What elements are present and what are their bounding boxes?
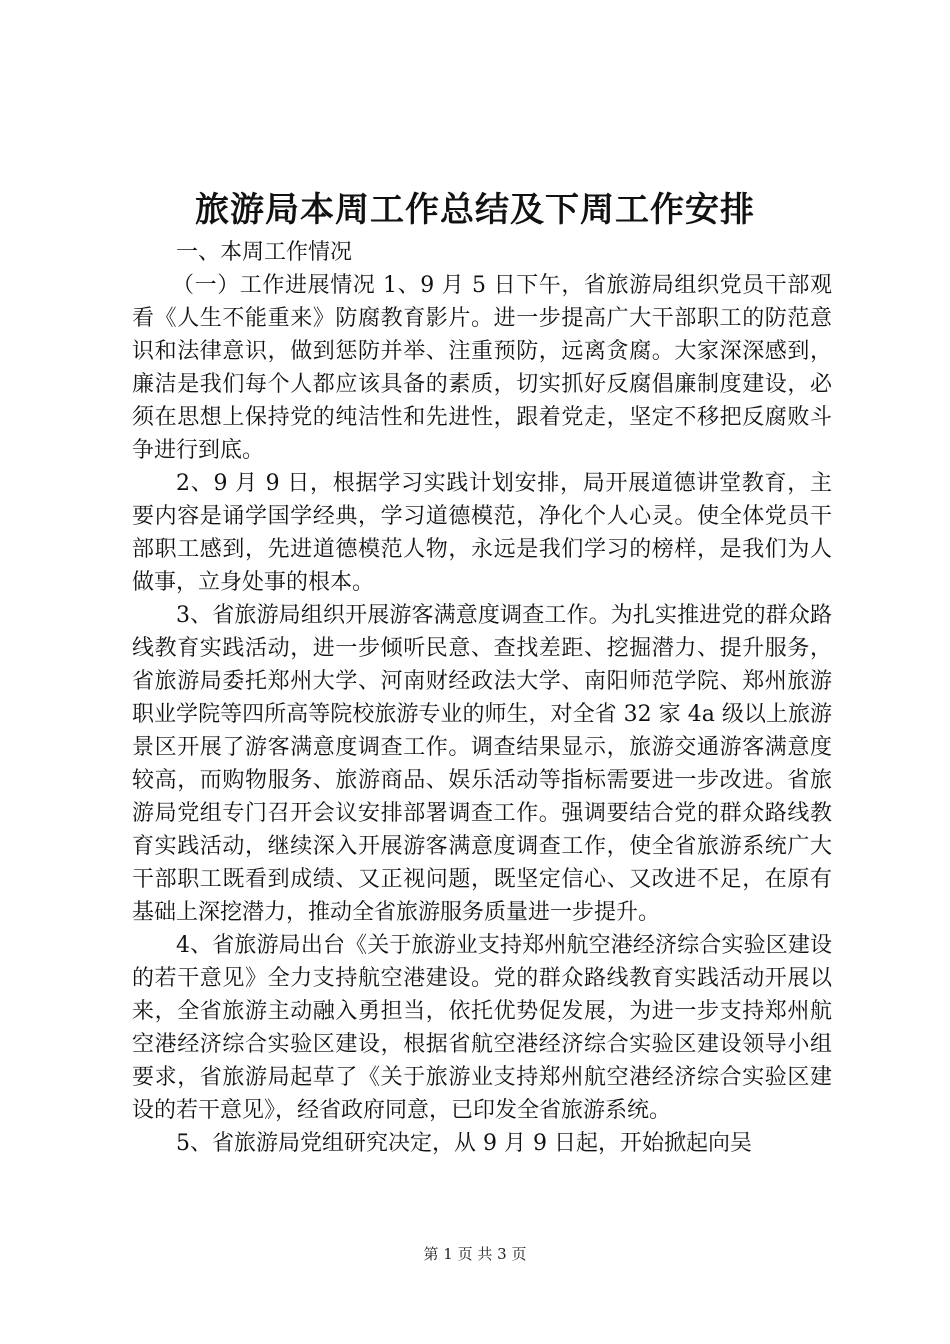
paragraph-4: 4、省旅游局出台《关于旅游业支持郑州航空港经济综合实验区建设的若干意见》全力支持航空港建设。党的群众路线教育实践活动开展以来，全省旅游主动融入勇担当，依托优势促发展，为进一步支持郑州航空港经济综合实验区建设，根据省航空港经济综合实验区建设领导小组要求，省旅游局起草了《关于旅游业支持郑州航空港经济综合实验区建设的若干意见》，经省政府同意，已印发全省旅游系统。 — [132, 933, 832, 1123]
paragraph-5: 5、省旅游局党组研究决定，从 9 月 9 日起，开始掀起向吴 — [176, 1131, 752, 1156]
paragraph-3: 3、省旅游局组织开展游客满意度调查工作。为扎实推进党的群众路线教育实践活动，进一步倾听民意、查找差距、挖掘潜力、提升服务，省旅游局委托郑州大学、河南财经政法大学、南阳师范学院、郑州旅游职业学院等四所高等院校旅游专业的师生，对全省 32 家 4a 级以上旅游景区开展了游客满意度调查工作。调查结果显示，旅游交通游客满意度较高，而购物服务、旅游商品、娱乐活动等指标需要进一步改进。省旅游局党组专门召开会议安排部署调查工作。强调要结合党的群众路线教育实践活动，继续深入开展游客满意度调查工作，使全省旅游系统广大干部职工既看到成绩、又正视问题，既坚定信心、又改进不足，在原有基础上深挖潜力，推动全省旅游服务质量进一步提升。 — [132, 603, 832, 925]
paragraph-2: 2、9 月 9 日，根据学习实践计划安排，局开展道德讲堂教育，主要内容是诵学国学经典，学习道德模范，净化个人心灵。使全体党员干部职工感到，先进道德模范人物，永远是我们学习的榜样，是我们为人做事，立身处事的根本。 — [132, 471, 832, 595]
paragraph-1: （一）工作进展情况 1、9 月 5 日下午，省旅游局组织党员干部观看《人生不能重来》防腐教育影片。进一步提高广大干部职工的防范意识和法律意识，做到惩防并举、注重预防，远离贪腐。大家深深感到，廉洁是我们每个人都应该具备的素质，切实抓好反腐倡廉制度建设，必须在思想上保持党的纯洁性和先进性，跟着党走，坚定不移把反腐败斗争进行到底。 — [132, 273, 832, 463]
document-title: 旅游局本周工作总结及下周工作安排 — [195, 190, 755, 230]
section-heading: 一、本周工作情况 — [176, 240, 353, 265]
document-body — [132, 236, 832, 1160]
page-number-footer: 第 1 页 共 3 页 — [423, 1245, 527, 1263]
